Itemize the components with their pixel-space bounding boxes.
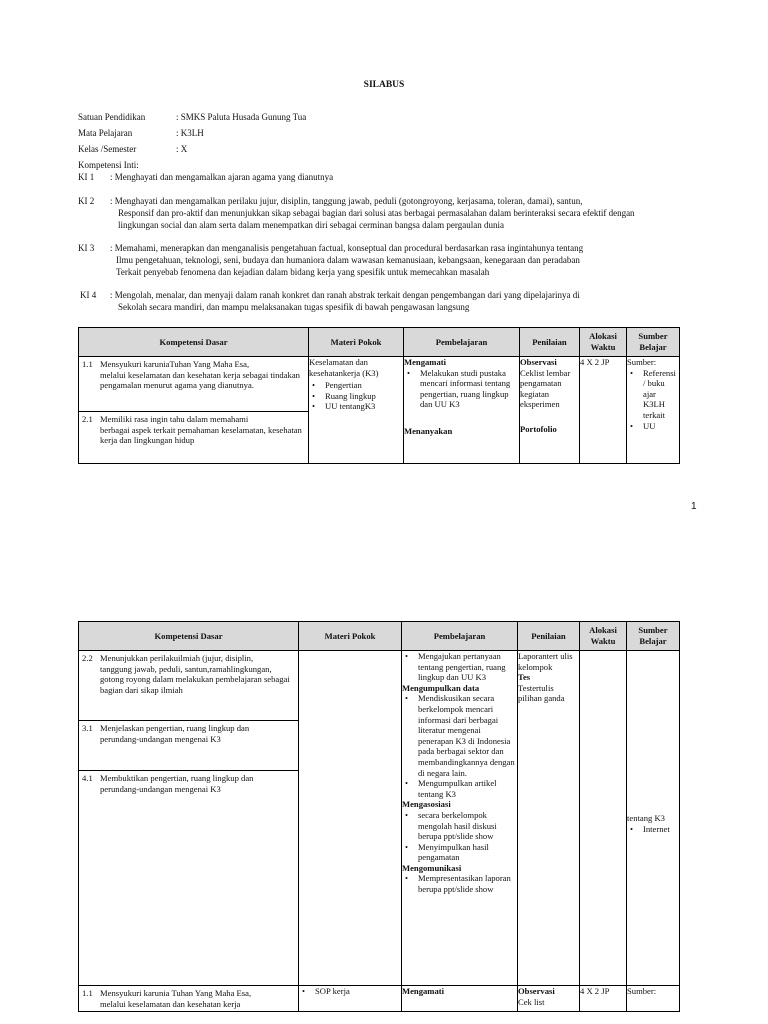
- header-materi-pokok: Materi Pokok: [309, 328, 404, 357]
- ki-4-line-2: Sekolah secara mandiri, dan mampu melaksanakan tugas spesifik di bawah pengawasan langsung: [118, 302, 470, 312]
- table-row: [79, 357, 680, 464]
- ki-2-line-3: lingkungan social dan alam serta dalam menempatkan diri sebagai cerminan bangsa dalam pergaulan dunia: [118, 220, 504, 230]
- penilaian-cell: Laporantert ulis kelompok Tes Testertulis pilihan ganda: [518, 651, 580, 986]
- sumber-cell: Sumber:: [627, 986, 680, 1012]
- list-item: • Mempresentasikan laporan berupa ppt/slide show: [402, 873, 517, 894]
- header-materi-pokok: Materi Pokok: [299, 622, 402, 651]
- list-item: • Mengajukan pertanyaan tentang pengertian, ruang lingkup dan UU K3: [402, 651, 517, 683]
- ki-4-line-1: : Mengolah, menalar, dan menyaji dalam ranah konkret dan ranah abstrak terkait dengan pengembangan dari yang dipelajarinya di: [110, 290, 580, 300]
- table-row: [79, 651, 680, 986]
- meta-label-kelas: Kelas /Semester: [78, 144, 137, 154]
- ki-3-label: KI 3: [78, 243, 95, 253]
- meta-label-mapel: Mata Pelajaran: [78, 128, 133, 138]
- list-item: • Internet: [627, 824, 679, 835]
- ki-2-line-2: Responsif dan pro-aktif dan menunjukkan sikap sebagai bagian dari solusi atas berbagai permasalahan dalam berinteraksi secara efektif dengan: [118, 208, 635, 218]
- ki-1-label: KI 1: [78, 172, 95, 182]
- alokasi-cell: 4 X 2 JP: [580, 986, 627, 1012]
- header-kompetensi-dasar: Kompetensi Dasar: [79, 328, 309, 357]
- materi-cell: [299, 651, 402, 986]
- table-header-row: [79, 328, 680, 357]
- materi-cell: Keselamatan dan kesehatankerja (K3) • Pengertian • Ruang lingkup • UU tentangK3: [309, 357, 404, 464]
- kd-item: 2.1 Memiliki rasa ingin tahu dalam memahami berbagai aspek terkait pemahaman keselamatan, kesehatan kerja dan lingkungan hidup: [79, 411, 308, 448]
- kd-cell: [79, 651, 299, 986]
- ki-3-line-1: : Memahami, menerapkan dan menganalisis pengetahuan factual, konseptual dan procedural berdasarkan rasa ingintahunya tentang: [110, 243, 584, 253]
- kd-cell: [79, 986, 299, 1012]
- ki-4-label: KI 4: [80, 290, 97, 300]
- list-item: • Mendiskusikan secara berkelompok mencari informasi dari berbagai literatur mengenai penerapan K3 di Indonesia pada berbagai sektor dan membandingkannya dengan di negara lain.: [402, 693, 517, 778]
- kd-item: 3.1 Menjelaskan pengertian, ruang lingkup dan perundang-undangan mengenai K3: [79, 720, 298, 770]
- ki-3-line-2: Ilmu pengetahuan, teknologi, seni, budaya dan humaniora dalam wawasan kemanusiaan, kebangsaan, kenegaraan dan peradaban: [116, 255, 580, 265]
- ki-3-line-3: Terkait penyebab fenomena dan kejadian dalam bidang kerja yang spesifik untuk memecahkan masalah: [116, 267, 490, 277]
- kd-item: 2.2 Menunjukkan perilakuilmiah (jujur, disiplin, tanggung jawab, peduli, santun,ramahlingkungan, gotong royong dalam melakukan pembelajaran sebagai bagian dari sikap ilmiah: [82, 653, 290, 695]
- header-kompetensi-dasar: Kompetensi Dasar: [79, 622, 299, 651]
- list-item: • Referensi / buku ajar K3LH terkait: [627, 368, 679, 421]
- list-item: • UU tentangK3: [309, 401, 403, 412]
- meta-value-mapel: : K3LH: [176, 128, 204, 138]
- list-item: • UU: [627, 421, 679, 432]
- table-row: [79, 986, 680, 1012]
- header-penilaian: Penilaian: [518, 622, 580, 651]
- header-sumber-belajar: Sumber Belajar: [627, 622, 680, 651]
- list-item: • SOP kerja: [299, 986, 401, 997]
- header-sumber-belajar: Sumber Belajar: [627, 328, 680, 357]
- ki-1-line-1: : Menghayati dan mengamalkan ajaran agama yang dianutnya: [110, 172, 334, 182]
- list-item: • Mengumpulkan artikel tentang K3: [402, 778, 517, 799]
- table-header-row: [79, 622, 680, 651]
- header-pembelajaran: Pembelajaran: [404, 328, 520, 357]
- header-alokasi-waktu: Alokasi Waktu: [580, 622, 627, 651]
- penilaian-cell: Observasi Cek list: [518, 986, 580, 1012]
- penilaian-cell: Observasi Ceklist lembar pengamatan kegiatan eksperimen Portofolio: [520, 357, 580, 464]
- sumber-cell: Sumber: • Referensi / buku ajar K3LH terkait • UU: [627, 357, 680, 464]
- pembelajaran-cell: • Mengajukan pertanyaan tentang pengertian, ruang lingkup dan UU K3 Mengumpulkan data • Mendiskusikan secara berkelompok mencari informasi dari berbagai literatur mengenai penerapan K3 di Indonesia pada berbagai sektor dan membandingkannya dengan di negara lain. • Mengumpulkan artikel tentang K3 Mengasosiasi • secara berkelompok mengolah hasil diskusi berupa ppt/slide show • Menyimpulkan hasil pengamatan Mengomunikasi • Mempresentasikan laporan berupa ppt/slide show: [402, 651, 518, 986]
- list-item: • Pengertian: [309, 380, 403, 391]
- header-penilaian: Penilaian: [520, 328, 580, 357]
- ki-heading: Kompetensi Inti:: [78, 160, 139, 170]
- kd-item: 1.1 Mensyukuri karunia Tuhan Yang Maha Esa, melalui keselamatan dan kesehatan kerja: [82, 988, 252, 1009]
- syllabus-table-1: [78, 327, 680, 464]
- list-item: • Menyimpulkan hasil pengamatan: [402, 842, 517, 863]
- header-alokasi-waktu: Alokasi Waktu: [580, 328, 627, 357]
- alokasi-cell: 4 X 2 JP: [580, 357, 627, 464]
- ki-2-line-1: : Menghayati dan mengamalkan perilaku jujur, disiplin, tanggung jawab, peduli (gotongroyong, kerjasama, toleran, damai), santun,: [110, 196, 583, 206]
- materi-cell: [299, 986, 402, 1012]
- kd-cell: [79, 357, 309, 464]
- kd-item: 4.1 Membuktikan pengertian, ruang lingkup dan perundang-undangan mengenai K3: [79, 770, 298, 815]
- list-item: • Melakukan studi pustaka mencari informasi tentang pengertian, ruang lingkup dan UU K3: [404, 368, 519, 410]
- syllabus-table-2: [78, 621, 680, 1012]
- ki-2-label: KI 2: [78, 196, 95, 206]
- meta-value-kelas: : X: [176, 144, 188, 154]
- pembelajaran-cell: Mengamati: [402, 986, 518, 1012]
- list-item: • Ruang lingkup: [309, 391, 403, 402]
- alokasi-cell: [580, 651, 627, 986]
- pembelajaran-cell: Mengamati • Melakukan studi pustaka mencari informasi tentang pengertian, ruang lingkup dan UU K3 Menanyakan: [404, 357, 520, 464]
- document-title: SILABUS: [363, 80, 405, 90]
- list-item: • secara berkelompok mengolah hasil diskusi berupa ppt/slide show: [402, 810, 517, 842]
- header-pembelajaran: Pembelajaran: [402, 622, 518, 651]
- kd-item: 1.1 Mensyukuri karuniaTuhan Yang Maha Esa, melalui keselamatan dan kesehatan kerja sebagai tindakan pengamalan menurut agama yang dianutnya.: [82, 359, 300, 391]
- meta-label-satuan: Satuan Pendidikan: [78, 112, 146, 122]
- page-number: 1: [691, 501, 697, 512]
- sumber-cell: tentang K3 • Internet: [627, 651, 680, 986]
- meta-value-satuan: : SMKS Paluta Husada Gunung Tua: [176, 112, 307, 122]
